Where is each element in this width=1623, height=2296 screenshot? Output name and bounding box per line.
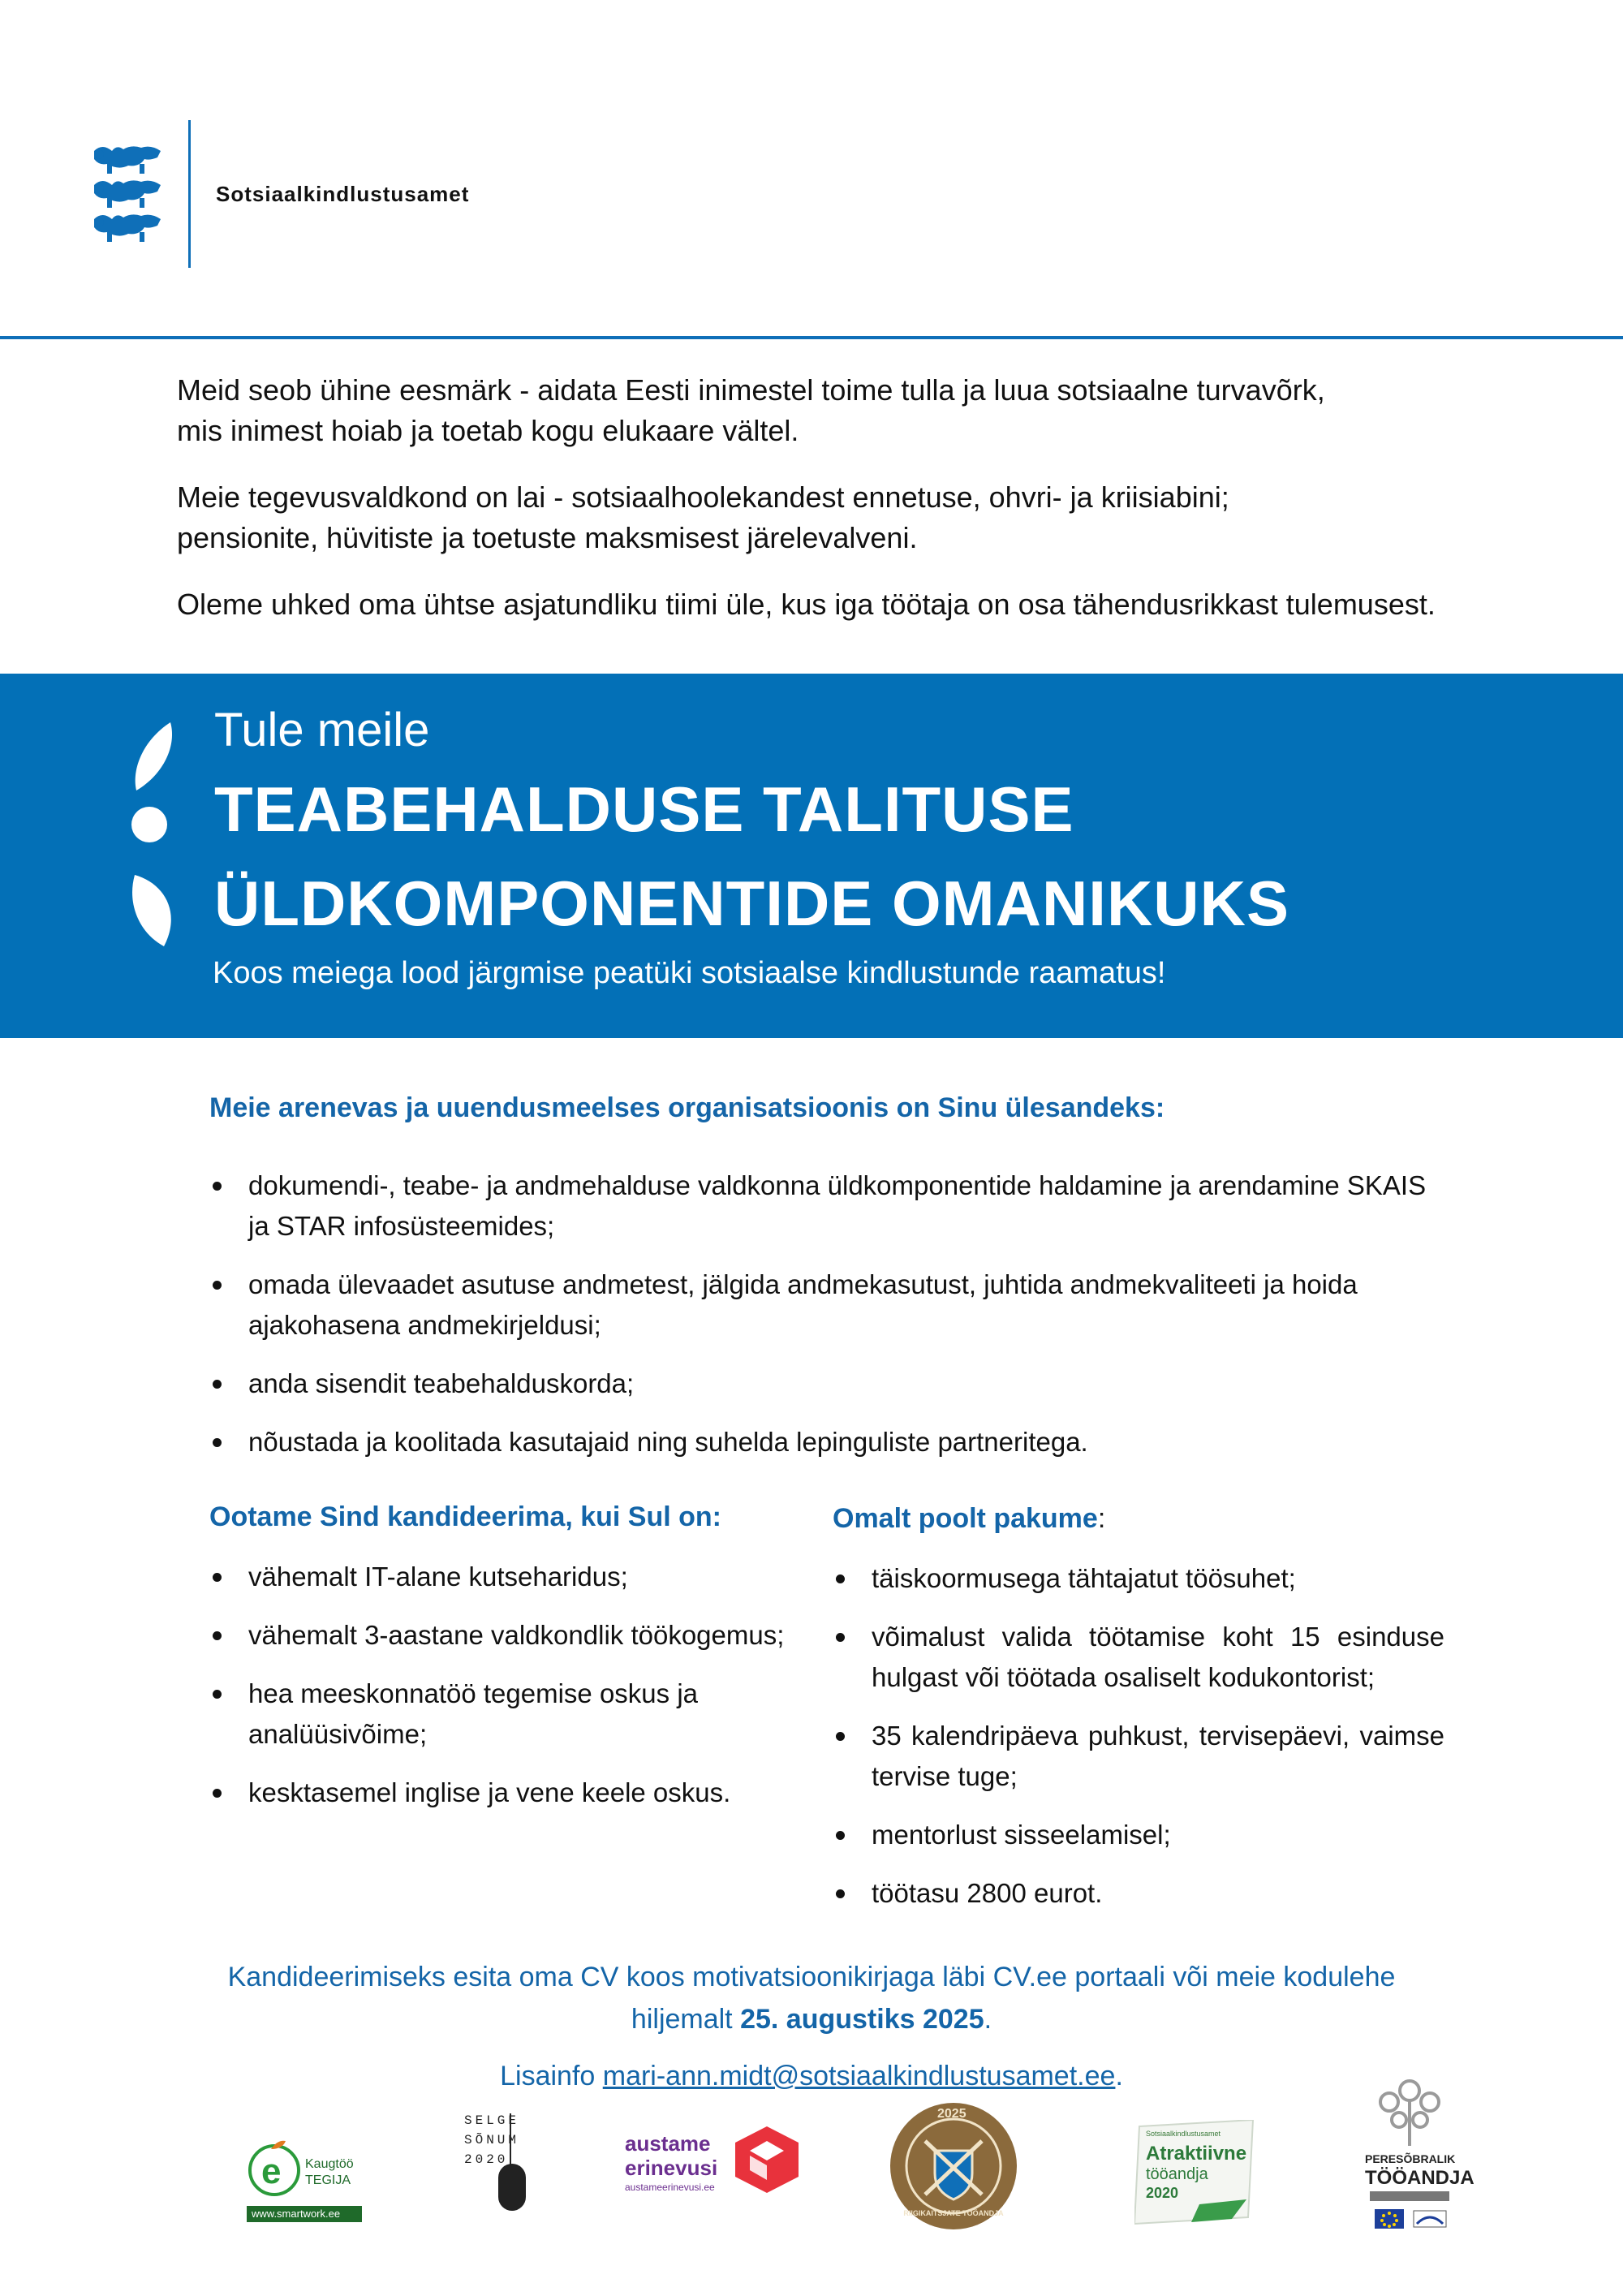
intro-paragraph-1 (177, 370, 1573, 451)
smartwork-logo (243, 2134, 365, 2225)
list-item: täiskoormusega tähtajatut töösuhet; (833, 1558, 1444, 1599)
riigikaitse-year: 2025 (937, 2107, 966, 2121)
tasks-list (209, 1165, 1427, 1462)
smartwork-line-2: TEGIJA (305, 2173, 351, 2187)
selge-line-3: 2020 (464, 2152, 509, 2167)
austame-line-2: erinevusi (625, 2156, 718, 2180)
austame-cube-icon (730, 2123, 803, 2196)
austame-url: austameerinevusi.ee (625, 2182, 715, 2193)
offer-heading-text: Omalt poolt pakume (833, 1503, 1098, 1534)
austame-line-1: austame (625, 2131, 711, 2156)
peresobralik-tooandja-logo (1365, 2078, 1474, 2240)
list-item: nõustada ja koolitada kasutajaid ning suhelda lepinguliste partneritega. (209, 1422, 1427, 1462)
offer-list (833, 1558, 1444, 1914)
riigikaitsjate-tooandja-logo (888, 2100, 1019, 2232)
svg-text:e: e (261, 2152, 282, 2191)
apply-deadline-suffix: . (984, 2004, 992, 2035)
tasks-section (209, 1165, 1427, 1480)
selge-line-2: SÕNUM (464, 2133, 520, 2147)
atraktiivne-tooandja-logo (1134, 2120, 1256, 2225)
apply-line-1: Kandideerimiseks esita oma CV koos motivatsioonikirjaga läbi CV.ee portaali või meie kodulehe (227, 1962, 1396, 1992)
peresobralik-bar (1370, 2191, 1449, 2201)
selge-sonum-logo (463, 2112, 552, 2212)
apply-deadline-prefix: hiljemalt (631, 2004, 741, 2035)
riigikaitse-ring-text: RIIGIKAITSJATE TÖÖANDJA (903, 2209, 1004, 2217)
contact-info (162, 2055, 1461, 2097)
list-item: mentorlust sisseelamisel; (833, 1815, 1444, 1855)
family-tree-icon (1375, 2078, 1444, 2147)
atraktiivne-line-1: Atraktiivne (1146, 2143, 1247, 2165)
coat-of-arms-icon (91, 143, 167, 248)
apply-deadline: 25. augustiks 2025 (740, 2004, 984, 2035)
apply-instructions (162, 1956, 1461, 2040)
list-item: dokumendi-, teabe- ja andmehalduse valdkonna üldkomponentide haldamine ja arendamine SKAIS ja STAR infosüsteemides; (209, 1165, 1427, 1247)
list-item: töötasu 2800 eurot. (833, 1873, 1444, 1914)
job-title-line-1: TEABEHALDUSE TALITUSE (214, 773, 1074, 845)
requirements-section (209, 1557, 810, 1831)
contact-prefix: Lisainfo (500, 2061, 603, 2091)
offer-heading (833, 1503, 1105, 1535)
intro-line: mis inimest hoiab ja toetab kogu elukaare vältel. (177, 414, 799, 447)
list-item: vähemalt 3-aastane valdkondlik töökogemus; (209, 1615, 810, 1656)
list-item: kesktasemel inglise ja vene keele oskus. (209, 1773, 810, 1813)
intro-line: Meid seob ühine eesmärk - aidata Eesti inimestel toime tulla ja luua sotsiaalne turvavõrk, (177, 373, 1325, 407)
peresobralik-line-1: PERESÕBRALIK (1365, 2152, 1456, 2165)
selge-line-1: SELGE (464, 2113, 520, 2128)
apply-line-2 (162, 1998, 1461, 2040)
list-item: võimalust valida töötamise koht 15 esinduse hulgast või töötada osaliselt kodukontorist; (833, 1617, 1444, 1698)
contact-suffix: . (1115, 2061, 1123, 2091)
atraktiivne-line-0: Sotsiaalkindlustusamet (1146, 2130, 1221, 2138)
requirements-list (209, 1557, 810, 1813)
intro-line: Oleme uhked oma ühtse asjatundliku tiimi üle, kus iga töötaja on osa tähendusrikkast tulemusest. (177, 588, 1436, 621)
tasks-heading: Meie arenevas ja uuendusmeelses organisatsioonis on Sinu ülesandeks: (209, 1092, 1165, 1123)
intro-paragraph-2 (177, 477, 1573, 558)
smartwork-url: www.smartwork.ee (252, 2208, 341, 2220)
intro-paragraph-3 (177, 584, 1573, 625)
austame-erinevusi-logo (617, 2123, 803, 2204)
banner-lead: Tule meile (214, 704, 430, 756)
offer-heading-colon: : (1097, 1503, 1106, 1534)
contact-email-link[interactable]: mari-ann.midt@sotsiaalkindlustusamet.ee (602, 2061, 1116, 2091)
eu-flag-icon (1375, 2209, 1448, 2230)
intro-line: Meie tegevusvaldkond on lai - sotsiaalhoolekandest ennetuse, ohvri- ja kriisiabini; (177, 480, 1229, 514)
atraktiivne-line-3: 2020 (1146, 2185, 1179, 2201)
list-item: omada ülevaadet asutuse andmetest, jälgida andmekasutust, juhtida andmekvaliteeti ja hoida ajakohasena andmekirjeldusi; (209, 1264, 1427, 1346)
brand-leaf-icon (131, 721, 179, 950)
peresobralik-line-2: TÖÖANDJA (1365, 2167, 1474, 2189)
list-item: 35 kalendripäeva puhkust, tervisepäevi, vaimse tervise tuge; (833, 1716, 1444, 1797)
smartwork-line-1: Kaugtöö (305, 2157, 354, 2171)
requirements-heading: Ootame Sind kandideerima, kui Sul on: (209, 1501, 722, 1532)
list-item: anda sisendit teabehalduskorda; (209, 1363, 1427, 1404)
job-title-line-2: ÜLDKOMPONENTIDE OMANIKUKS (214, 868, 1289, 939)
offer-section (833, 1558, 1444, 1932)
list-item: hea meeskonnatöö tegemise oskus ja analüüsivõime; (209, 1674, 703, 1755)
list-item: vähemalt IT-alane kutseharidus; (209, 1557, 810, 1597)
atraktiivne-line-2: tööandja (1146, 2165, 1208, 2183)
selge-badge (498, 2164, 526, 2211)
intro-line: pensionite, hüvitiste ja toetuste maksmisest järelevalveni. (177, 521, 918, 554)
header-divider (188, 120, 191, 268)
organization-name: Sotsiaalkindlustusamet (216, 182, 470, 206)
banner-subtitle: Koos meiega lood järgmise peatüki sotsiaalse kindlustunde raamatus! (213, 956, 1166, 990)
header-rule (0, 336, 1623, 339)
